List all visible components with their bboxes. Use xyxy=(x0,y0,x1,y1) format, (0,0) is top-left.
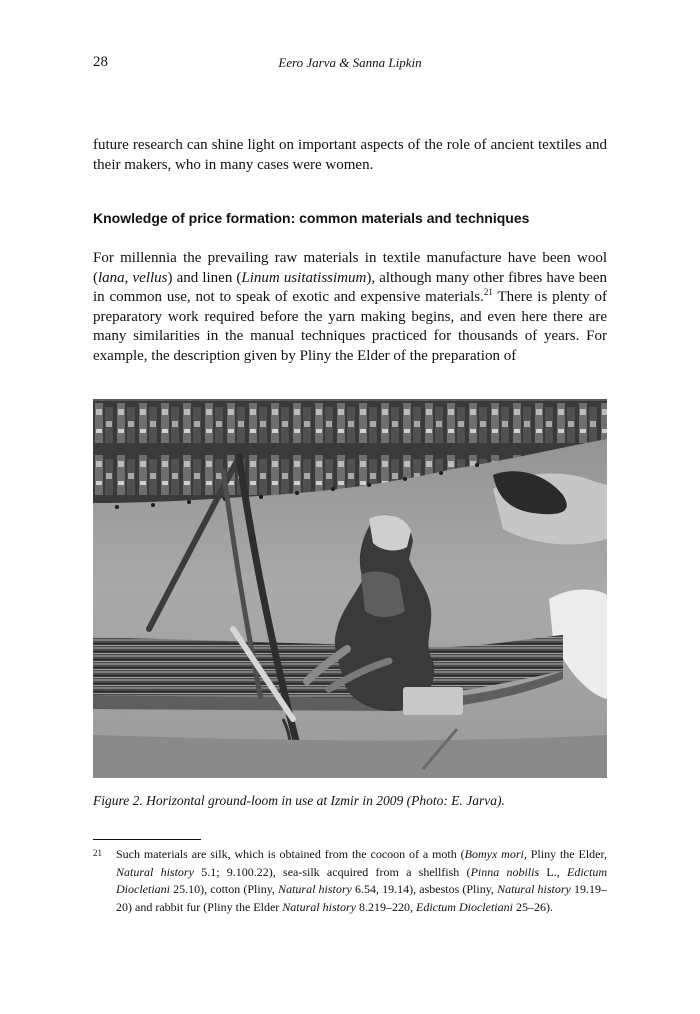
footnote-separator xyxy=(93,839,201,840)
footnote-21 xyxy=(93,846,607,916)
body-paragraph-2: For millennia the prevailing raw materials in textile manufacture have been wool (lana, vellus) and linen (Linum usitatissimum), although many other fibres have been in common use, not to speak of exotic and expensive materials.$^{21}$ There is plenty of preparatory work required before the yarn making begins, and even here there are many similarities in the manual techniques practiced for thousands of years. For example, the description given by Pliny the Elder of the preparation of xyxy=(93,250,608,364)
page-number: 28 xyxy=(93,54,108,70)
figure-caption: Figure 2. Horizontal ground-loom in use at Izmir in 2009 (Photo: E. Jarva). xyxy=(93,793,505,808)
body-paragraph-1: future research can shine light on important aspects of the role of ancient textiles and their makers, who in many cases were women. xyxy=(93,137,607,173)
page-header xyxy=(93,54,607,74)
section-heading: Knowledge of price formation: common materials and techniques xyxy=(93,210,530,226)
footnote-number: 21 xyxy=(93,848,102,858)
footnote-reference[interactable]: 21 xyxy=(483,287,493,297)
footnote-text: Such materials are silk, which is obtained from the cocoon of a moth (Bomyx mori, Pliny the Elder, Natural history 5.1; 9.100.22), sea-silk acquired from a shellfish (Pinna nobilis L., Edictum Diocletiani 25.10), cotton (Pliny, Natural history 6.54, 19.14), asbestos (Pliny, Natural history 19.19–20) and rabbit fur (Pliny the Elder Natural history 8.219–220, Edictum Diocletiani 25–26). xyxy=(116,847,607,914)
figure-photo-ground-loom xyxy=(93,399,607,778)
running-head: Eero Jarva & Sanna Lipkin xyxy=(278,55,422,70)
